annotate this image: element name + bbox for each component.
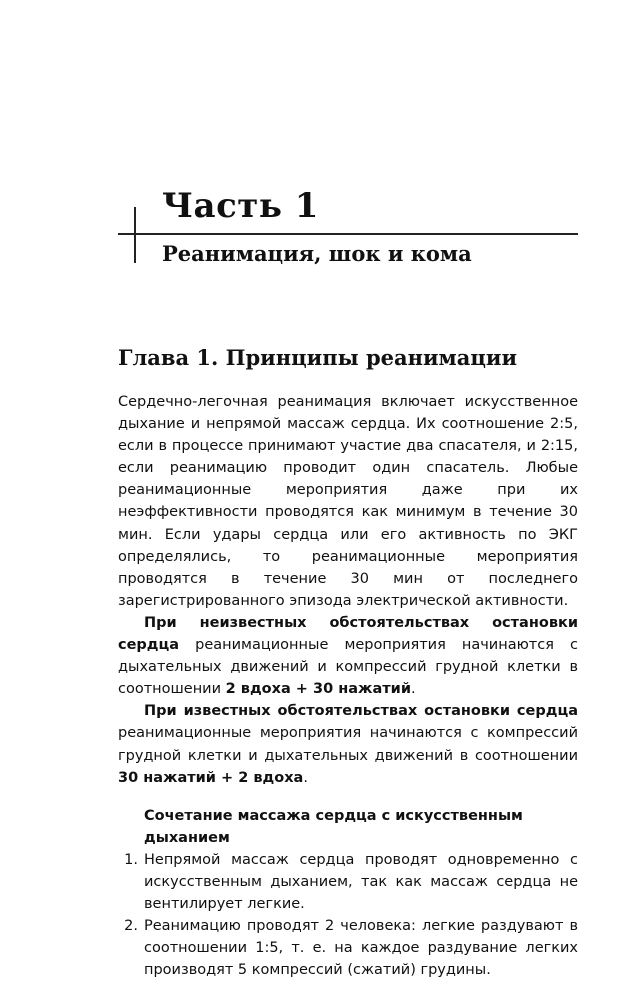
part-title: Часть 1 <box>162 186 319 226</box>
paragraph-known-bold-ratio: 30 нажатий + 2 вдоха <box>118 769 304 786</box>
numbered-list <box>118 849 578 982</box>
paragraph-known-bold-lead: При известных обстоятельствах остановки сердца <box>144 703 578 720</box>
list-item <box>118 915 578 981</box>
part-title-vertical-rule <box>134 207 136 263</box>
paragraph-known-text: реанимационные мероприятия начинаются с компрессий грудной клетки и дыхательных движений в соотношении <box>118 725 578 764</box>
paragraph-unknown-text: реанимационные мероприятия начинаются с дыхательных движений и компрессий грудной клетки в соотношении <box>118 637 578 698</box>
part-title-horizontal-rule <box>118 233 578 235</box>
paragraph-known-end: . <box>303 769 308 786</box>
subsection-title: Сочетание массажа сердца с искусственным дыханием <box>144 807 523 846</box>
list-item-text: Реанимацию проводят 2 человека: легкие раздувают в соотношении 1:5, т. е. на каждое раздувание легких производят 5 компрессий (сжатий) грудины. <box>144 918 578 979</box>
chapter-title: Глава 1. Принципы реанимации <box>118 345 518 370</box>
list-item-number: 2. <box>124 918 138 935</box>
part-subtitle: Реанимация, шок и кома <box>162 241 472 266</box>
chapter-body <box>118 391 578 981</box>
list-item-text: Непрямой массаж сердца проводят одновременно с искусственным дыханием, так как массаж сердца не вентилирует легкие. <box>144 851 578 913</box>
paragraph-known-circumstances <box>118 700 578 788</box>
paragraph-intro: Сердечно-легочная реанимация включает искусственное дыхание и непрямой массаж сердца. Их соотношение 2:5, если в процессе принимают участие два спасателя, и 2:15, если реанимацию проводит один спасатель. Любые реанимационные мероприятия даже при их неэффективности проводятся как минимум в течение 30 мин. Если удары сердца или его активность по ЭКГ определялись, то реанимационные мероприятия проводятся в течение 30 мин от последнего зарегистрированного эпизода электрической активности. <box>118 394 578 609</box>
paragraph-unknown-bold-lead: При неизвестных обстоятельствах остановки сердца <box>118 614 578 654</box>
paragraph-unknown-bold-ratio: 2 вдоха + 30 нажатий <box>225 681 411 698</box>
paragraph-unknown-end: . <box>410 681 416 698</box>
list-item-number: 1. <box>124 851 138 868</box>
list-item <box>118 849 578 915</box>
paragraph-unknown-circumstances <box>118 612 578 700</box>
